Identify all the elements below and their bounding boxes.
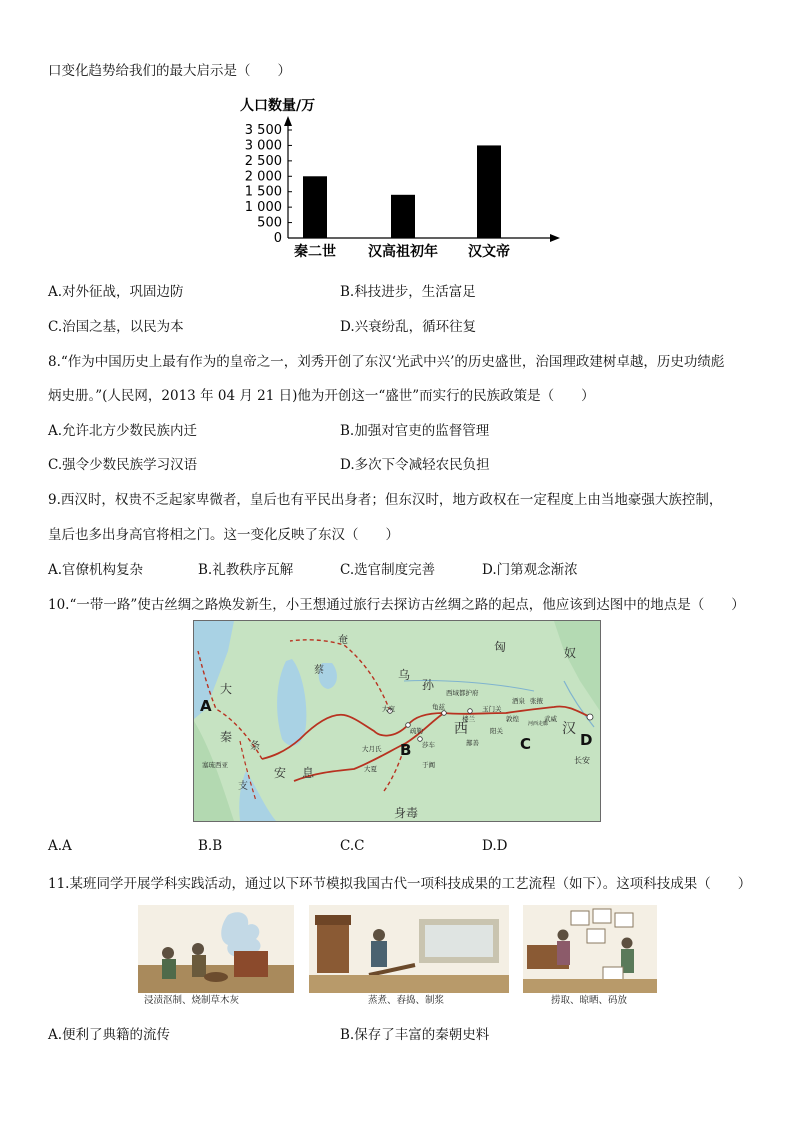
marker-b: B [400,741,412,759]
label-daxia: 大夏 [364,765,377,773]
q10-option-a[interactable]: A.A [48,838,72,854]
label-qiuci: 龟兹 [432,703,445,711]
caption-step1: 浸渍沤制、烧制草木灰 [144,995,240,1006]
worker3-head [373,929,385,941]
label-xiong: 匈 [494,640,507,654]
label-yumenguan: 玉门关 [482,705,502,713]
worker4-body [557,941,570,965]
label-zhi: 支 [238,781,248,792]
worker5-head [622,938,633,949]
y-tick-label: 500 [257,215,282,231]
steamer [317,923,349,973]
label-da: 大 [220,682,233,696]
city-changan-dot [587,714,593,720]
label-shanshan: 鄯善 [466,739,479,747]
marker-d: D [580,731,593,749]
kiln [234,951,268,977]
x-category-label: 秦二世 [294,244,336,260]
q8-option-a[interactable]: A.允许北方少数民族内迁 [48,423,198,439]
papermaking-step2-illustration [309,905,509,993]
pit [204,972,228,982]
y-tick-label: 3 000 [244,138,282,154]
steamer-lid [315,915,351,925]
papermaking-step1-illustration [138,905,294,993]
label-qin: 秦 [220,730,233,744]
label-changan: 长安 [574,756,590,765]
caption-step2: 蒸煮、舂捣、制浆 [368,995,445,1006]
label-hexi-corridor: 河西走廊 [528,721,549,727]
drying-sheet-2 [593,909,611,923]
q7-option-a[interactable]: A.对外征战，巩固边防 [48,284,184,300]
y-tick-label: 1 000 [244,200,282,216]
q9-option-d[interactable]: D.门第观念渐浓 [482,562,578,578]
q8-option-d[interactable]: D.多次下令减轻农民负担 [340,457,490,473]
x-axis-arrow [550,234,560,242]
x-category-label: 汉高祖初年 [368,244,438,260]
drying-sheet-4 [587,929,605,943]
drying-sheet-3 [615,913,633,927]
label-yutian: 于阗 [422,761,435,769]
label-sun: 孙 [422,678,435,692]
q9-stem-line2: 皇后也多出身高官将相之门。这一变化反映了东汉（ ） [48,527,399,543]
label-nu: 奴 [564,646,577,660]
q7-stem: 口变化趋势给我们的最大启示是（ ） [48,63,291,79]
q9-option-a[interactable]: A.官僚机构复杂 [48,562,144,578]
y-tick-label: 0 [273,231,282,246]
label-shule: 疏勒 [410,727,423,735]
label-cai: 蔡 [314,665,324,676]
label-dayuezhi: 大月氏 [362,745,382,753]
q9-option-b[interactable]: B.礼教秩序瓦解 [198,562,294,578]
floor [309,975,509,993]
x-category-label: 汉文帝 [468,244,510,260]
y-tick-label: 2 000 [244,169,282,185]
label-jiuquan: 酒泉 [512,697,525,705]
marker-a: A [200,697,212,715]
label-dayuan: 大宛 [382,705,395,713]
q9-stem-line1: 9.西汉时，权贵不乏起家卑微者，皇后也有平民出身者；但东汉时，地方政权在一定程度上由当地豪强大族控制， [48,492,723,508]
marker-c: C [520,735,532,753]
label-xi-region: 西 [454,721,468,737]
q7-option-b[interactable]: B.科技进步，生活富足 [340,284,476,300]
paper-stack [603,967,623,981]
label-xiyu-duhufu: 西域都护府 [446,689,479,697]
y-tick-label: 3 500 [244,123,282,138]
label-an: 安 [274,766,287,780]
q7-option-c[interactable]: C.治国之基，以民为本 [48,319,184,335]
drying-sheet-1 [571,911,589,925]
label-shendu: 身毒 [394,806,419,820]
q8-option-c[interactable]: C.强令少数民族学习汉语 [48,457,198,473]
q8-option-b[interactable]: B.加强对官吏的监督管理 [340,423,490,439]
y-tick-label: 1 500 [244,184,282,200]
label-han: 汉 [562,721,576,737]
pulp-water [425,925,493,957]
label-shache: 莎车 [422,741,435,749]
label-yangguan: 阳关 [490,727,503,735]
bar-0 [303,176,327,238]
y-axis-arrow [284,116,292,126]
city-qiuci-dot [442,711,447,716]
q8-stem-line1: 8.“作为中国历史上最有作为的皇帝之一，刘秀开创了东汉‘光武中兴’的历史盛世，治国理政建树卓越，历史功绩彪 [48,354,725,370]
label-tiao: 条 [250,741,260,752]
label-yan: 奄 [338,635,348,646]
q9-option-c[interactable]: C.选官制度完善 [340,562,436,578]
worker3-body [371,941,387,967]
q10-option-d[interactable]: D.D [482,838,508,854]
papermaking-step3-illustration [523,905,657,993]
label-seleucia: 塞琉西亚 [202,761,228,769]
label-wu: 乌 [398,668,411,682]
q11-option-b[interactable]: B.保存了丰富的秦朝史料 [340,1027,490,1043]
silk-road-map [193,620,601,822]
q7-option-d[interactable]: D.兴衰纷乱，循环往复 [340,319,477,335]
q11-stem: 11.某班同学开展学科实践活动，通过以下环节模拟我国古代一项科技成果的工艺流程（如下）。这项科技成果（ ） [48,876,752,892]
label-dunhuang: 敦煌 [506,715,519,723]
city-loulan-dot [468,709,473,714]
label-loulan: 楼兰 [462,715,475,723]
label-zhangye: 张掖 [530,697,543,705]
floor3 [523,979,657,993]
q8-stem-line2: 炳史册。”(人民网，2013 年 04 月 21 日)他为开创这一“盛世”而实行的民族政策是（ ） [48,388,595,404]
bar-1 [391,195,415,238]
q10-option-b[interactable]: B.B [198,838,223,854]
q11-option-a[interactable]: A.便利了典籍的流传 [48,1027,171,1043]
q10-stem: 10.“一带一路”使古丝绸之路焕发新生，小王想通过旅行去探访古丝绸之路的起点，他应该到达图中的地点是（ ） [48,597,745,613]
worker-head [162,947,174,959]
y-tick-label: 2 500 [244,153,282,169]
caption-step3: 捞取、晾晒、码放 [551,995,628,1006]
label-wuwei: 武威 [544,715,557,723]
chart-ylabel: 人口数量/万 [240,98,316,114]
worker2-head [192,943,204,955]
population-bar-chart [238,90,568,265]
q10-option-c[interactable]: C.C [340,838,365,854]
label-xi: 息 [302,766,315,780]
worker2-body [192,955,206,977]
bar-2 [477,145,501,238]
worker-body [162,959,176,979]
worker4-head [558,930,569,941]
